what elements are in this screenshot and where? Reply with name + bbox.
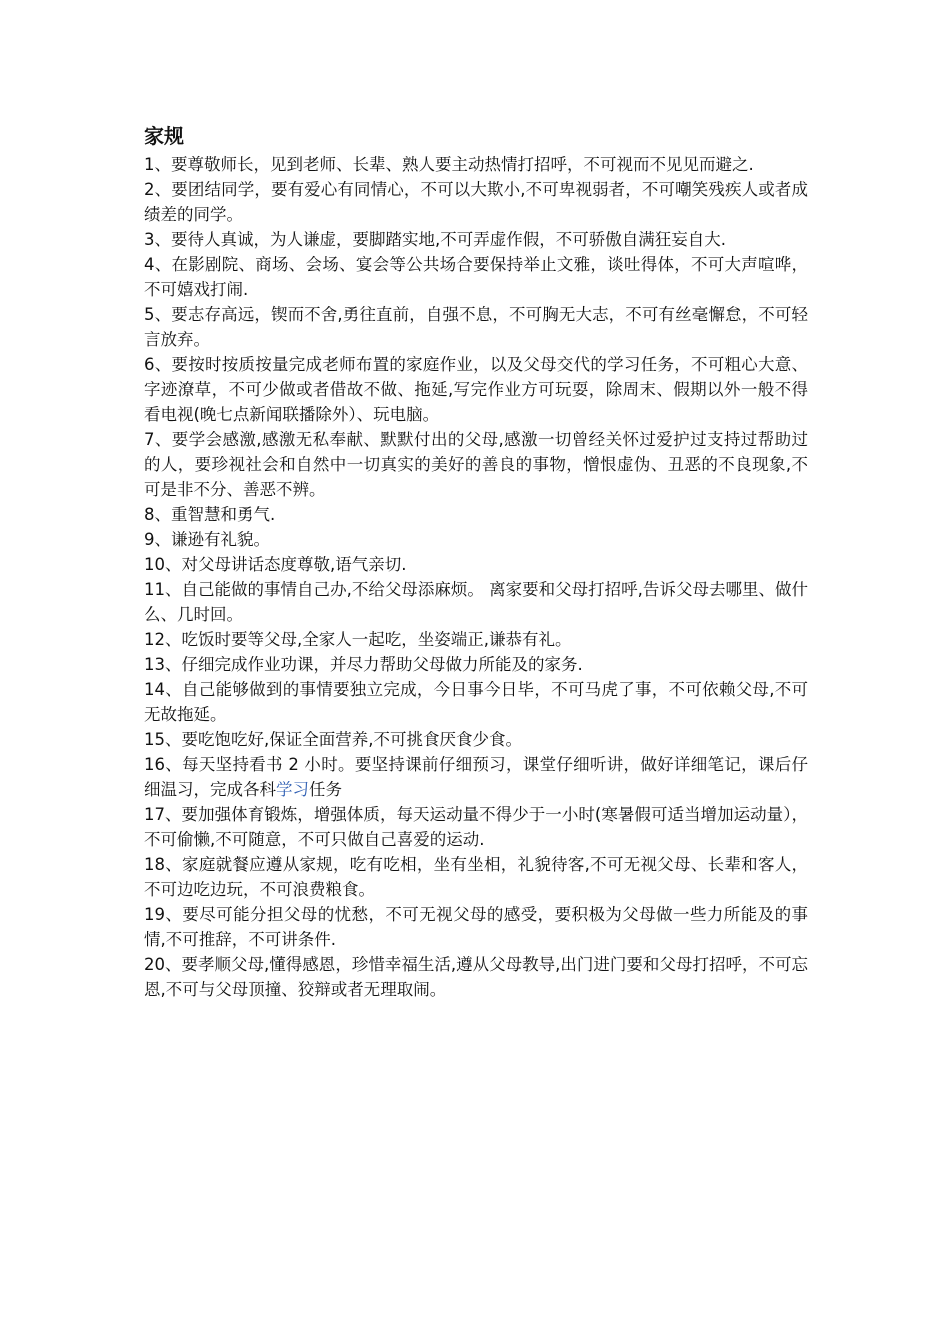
rule-item: 8、重智慧和勇气. bbox=[144, 505, 276, 524]
document-page bbox=[144, 120, 808, 1002]
rule-item: 17、要加强体育锻炼，增强体质，每天运动量不得少于一小时(寒暑假可适当增加运动量），不可偷懒,不可随意，不可只做自己喜爱的运动. bbox=[144, 805, 808, 849]
rule-item: 13、仔细完成作业功课，并尽力帮助父母做力所能及的家务. bbox=[144, 655, 583, 674]
rule-item: 14、自己能够做到的事情要独立完成，今日事今日毕，不可马虎了事，不可依赖父母,不可无故拖延。 bbox=[144, 680, 808, 724]
rule-item: 1、要尊敬师长，见到老师、长辈、熟人要主动热情打招呼，不可视而不见见而避之. bbox=[144, 155, 754, 174]
rule-item: 10、对父母讲话态度尊敬,语气亲切. bbox=[144, 555, 407, 574]
rule-item-16 bbox=[144, 752, 808, 802]
rules-list bbox=[144, 152, 808, 1002]
rule-item: 15、要吃饱吃好,保证全面营养,不可挑食厌食少食。 bbox=[144, 730, 522, 749]
rule-item: 18、家庭就餐应遵从家规，吃有吃相，坐有坐相，礼貌待客,不可无视父母、长辈和客人，不可边吃边玩，不可浪费粮食。 bbox=[144, 855, 808, 899]
rule-item: 4、在影剧院、商场、会场、宴会等公共场合要保持举止文雅，谈吐得体，不可大声喧哗，不可嬉戏打闹. bbox=[144, 255, 808, 299]
rule-item: 9、谦逊有礼貌。 bbox=[144, 530, 270, 549]
rule-item: 20、要孝顺父母,懂得感恩，珍惜幸福生活,遵从父母教导,出门进门要和父母打招呼，不可忘恩,不可与父母顶撞、狡辩或者无理取闹。 bbox=[144, 955, 808, 999]
rule-item: 6、要按时按质按量完成老师布置的家庭作业，以及父母交代的学习任务，不可粗心大意、字迹潦草，不可少做或者借故不做、拖延,写完作业方可玩耍，除周末、假期以外一般不得看电视(晚七点新闻联播除外）、玩电脑。 bbox=[144, 355, 808, 424]
rule-item: 3、要待人真诚，为人谦虚，要脚踏实地,不可弄虚作假，不可骄傲自满狂妄自大. bbox=[144, 230, 726, 249]
study-link[interactable]: 学习 bbox=[276, 780, 309, 799]
rule-item: 12、吃饭时要等父母,全家人一起吃，坐姿端正,谦恭有礼。 bbox=[144, 630, 572, 649]
rule-16-text-after: 任务 bbox=[309, 780, 342, 799]
rule-item: 11、自己能做的事情自己办,不给父母添麻烦。 离家要和父母打招呼,告诉父母去哪里、做什么、几时回。 bbox=[144, 580, 808, 624]
rule-item: 19、要尽可能分担父母的忧愁，不可无视父母的感受，要积极为父母做一些力所能及的事情,不可推辞，不可讲条件. bbox=[144, 905, 808, 949]
rule-item: 7、要学会感激,感激无私奉献、默默付出的父母,感激一切曾经关怀过爱护过支持过帮助过的人，要珍视社会和自然中一切真实的美好的善良的事物，憎恨虚伪、丑恶的不良现象,不可是非不分、善恶不辨。 bbox=[144, 430, 808, 499]
rule-item: 5、要志存高远，锲而不舍,勇往直前，自强不息，不可胸无大志，不可有丝毫懈怠，不可轻言放弃。 bbox=[144, 305, 808, 349]
document-title: 家规 bbox=[144, 124, 184, 148]
rule-16-text-before: 16、每天坚持看书 2 小时。要坚持课前仔细预习，课堂仔细听讲，做好详细笔记，课后仔细温习，完成各科 bbox=[144, 755, 808, 799]
rule-item: 2、要团结同学，要有爱心有同情心，不可以大欺小,不可卑视弱者，不可嘲笑残疾人或者成绩差的同学。 bbox=[144, 180, 808, 224]
